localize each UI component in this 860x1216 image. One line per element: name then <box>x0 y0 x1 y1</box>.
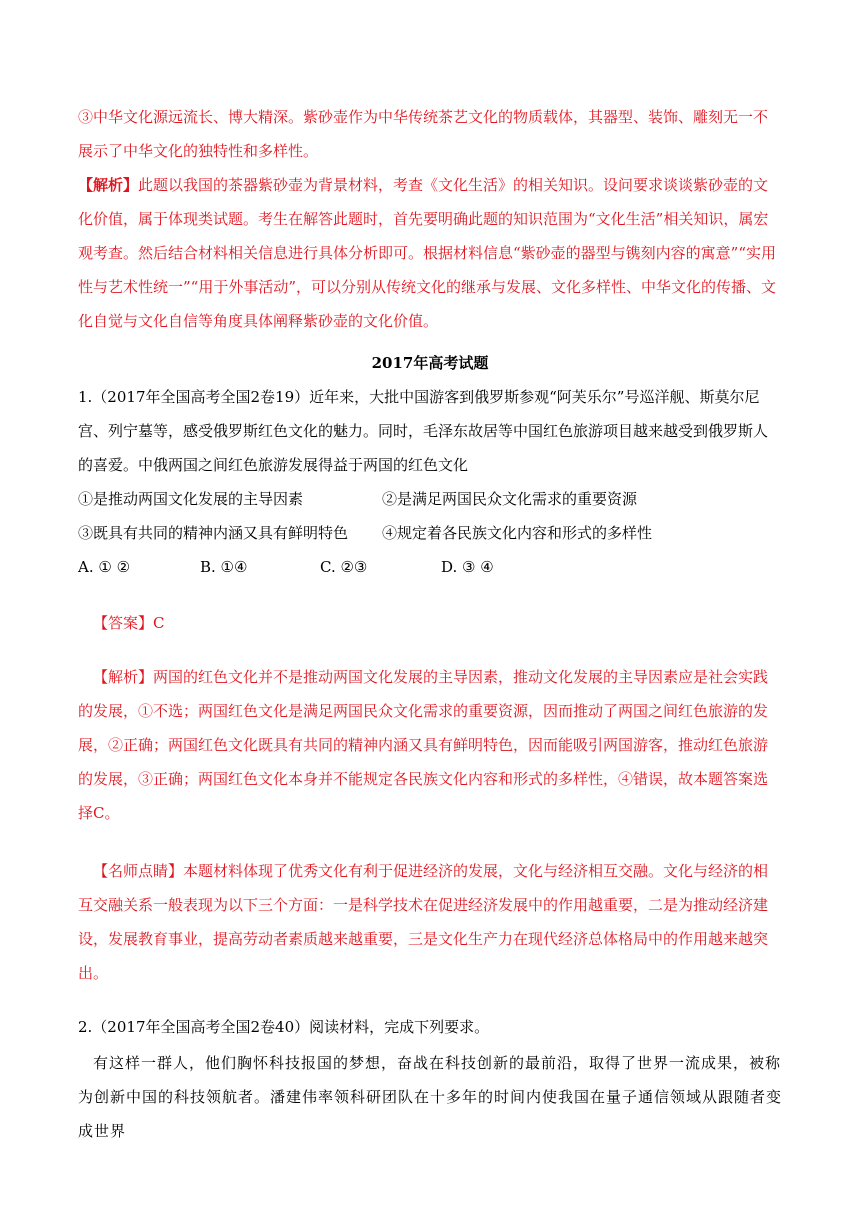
section-title: 2017年高考试题 <box>371 354 489 372</box>
q1-tip-label: 【名师点睛】 <box>93 862 184 880</box>
q1-answer-value: C <box>153 614 165 632</box>
prev-analysis-text: 此题以我国的茶器紫砂壶为背景材料，考查《文化生活》的相关知识。设问要求谈谈紫砂壶的文化价值，属于体现类试题。考生在解答此题时，首先要明确此题的知识范围为“文化生活”相关知识，属宏观考查。然后结合材料相关信息进行具体分析即可。根据材料信息“紫砂壶的器型与镌刻内容的寓意”“实用性与艺术性统一”“用于外事活动”，可以分别从传统文化的继承与发展、文化多样性、中华文化的传播、文化自觉与文化自信等角度具体阐释紫砂壶的文化价值。 <box>78 176 777 330</box>
q2-stem: 2.（2017年全国高考全国2卷40）阅读材料，完成下列要求。 <box>78 1018 490 1036</box>
q1-choice-d: D. ③ ④ <box>441 558 494 576</box>
prev-answer-point3: ③中华文化源远流长、博大精深。紫砂壶作为中华传统茶艺文化的物质载体，其器型、装饰、雕刻无一不展示了中华文化的独特性和多样性。 <box>78 108 769 160</box>
q1-option-3: ③既具有共同的精神内涵又具有鲜明特色 <box>78 524 349 542</box>
q1-stem: 1.（2017年全国高考全国2卷19）近年来，大批中国游客到俄罗斯参观“阿芙乐尔”号巡洋舰、斯莫尔尼宫、列宁墓等，感受俄罗斯红色文化的魅力。同时，毛泽东故居等中国红色旅游项目越来越受到俄罗斯人的喜爱。中俄两国之间红色旅游发展得益于两国的红色文化 <box>78 388 769 474</box>
prev-analysis <box>78 168 782 338</box>
q1-option-2: ②是满足两国民众文化需求的重要资源 <box>382 490 638 508</box>
q1-option-4: ④规定着各民族文化内容和形式的多样性 <box>382 524 653 542</box>
q1-tip <box>78 854 782 990</box>
q1-analysis <box>78 660 782 830</box>
q1-tip-text: 本题材料体现了优秀文化有利于促进经济的发展，文化与经济相互交融。文化与经济的相互交融关系一般表现为以下三个方面：一是科学技术在促进经济发展中的作用越重要，二是为推动经济建设，发展教育事业，提高劳动者素质越来越重要，三是文化生产力在现代经济总体格局中的作用越来越突出。 <box>78 862 769 982</box>
q1-analysis-text: 两国的红色文化并不是推动两国文化发展的主导因素，推动文化发展的主导因素应是社会实践的发展，①不选；两国红色文化是满足两国民众文化需求的重要资源，因而推动了两国之间红色旅游的发展，②正确；两国红色文化既具有共同的精神内涵又具有鲜明特色，因而能吸引两国游客，推动红色旅游的发展，③正确；两国红色文化本身并不能规定各民族文化内容和形式的多样性，④错误，故本题答案选择C。 <box>78 668 769 822</box>
q1-option-1: ①是推动两国文化发展的主导因素 <box>78 490 304 508</box>
q1-answer-label: 【答案】 <box>93 614 154 632</box>
q2-material: 有这样一群人，他们胸怀科技报国的梦想，奋战在科技创新的最前沿，取得了世界一流成果，被称为创新中国的科技领航者。潘建伟率领科研团队在十多年的时间内使我国在量子通信领域从跟随者变成世界 <box>78 1054 783 1140</box>
q1-choice-c: C. ②③ <box>320 558 368 576</box>
q1-choice-a: A. ① ② <box>78 558 131 576</box>
q1-analysis-label: 【解析】 <box>93 668 154 686</box>
q1-choice-b: B. ①④ <box>200 558 248 576</box>
q1-answer <box>78 606 782 640</box>
prev-analysis-label: 【解析】 <box>78 176 139 194</box>
